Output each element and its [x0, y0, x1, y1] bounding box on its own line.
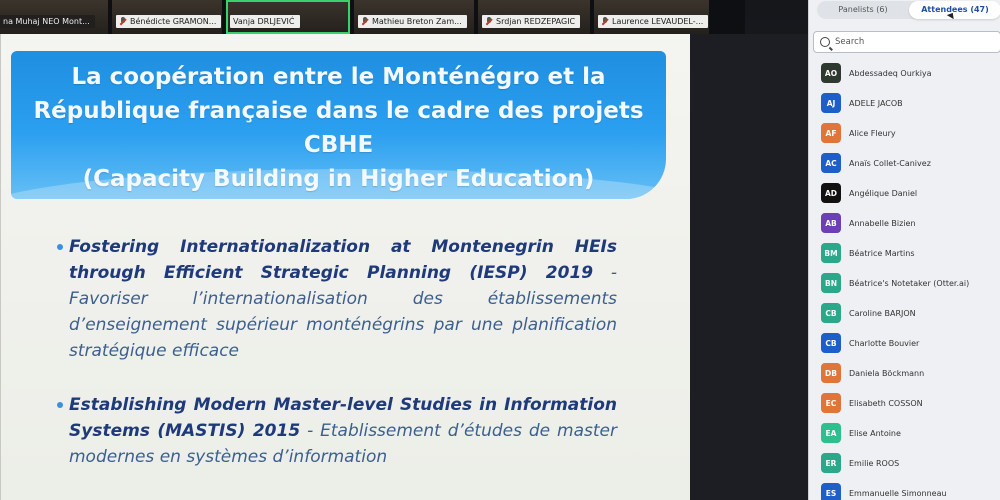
participant-nameplate — [598, 15, 708, 28]
participant-nameplate — [482, 15, 580, 28]
attendee-row[interactable] — [821, 118, 1000, 148]
attendee-name: Alice Fleury — [849, 128, 896, 138]
slide-bullet — [69, 392, 617, 470]
attendee-name: Emilie ROOS — [849, 458, 900, 468]
mic-muted-icon — [361, 17, 369, 26]
attendee-name: Elise Antoine — [849, 428, 901, 438]
bullet-dot-icon — [57, 244, 63, 250]
attendee-name: Daniela Böckmann — [849, 368, 925, 378]
participant-tile-active-speaker[interactable] — [226, 0, 350, 34]
avatar: AO — [821, 63, 841, 83]
bullet-text: - Favoriser l’internationalisation des établissements d’enseignement supérieur monténégrins par une planification stratégique efficace — [69, 263, 617, 361]
slide-title-banner — [11, 51, 666, 199]
avatar: CB — [821, 303, 841, 323]
attendee-row[interactable] — [821, 328, 1000, 358]
participant-nameplate — [116, 15, 221, 28]
bullet-dot-icon — [57, 402, 63, 408]
avatar: ES — [821, 483, 841, 500]
attendee-row[interactable] — [821, 418, 1000, 448]
participant-tile[interactable] — [354, 0, 474, 34]
participant-tile[interactable] — [594, 0, 709, 34]
attendee-row[interactable] — [821, 238, 1000, 268]
participant-nameplate — [358, 15, 467, 28]
attendee-row[interactable] — [821, 178, 1000, 208]
shared-slide — [0, 34, 690, 500]
attendee-row[interactable] — [821, 208, 1000, 238]
tab-panelists[interactable]: Panelists (6) — [838, 5, 888, 14]
attendee-name: ADELE JACOB — [849, 98, 903, 108]
attendee-row[interactable] — [821, 88, 1000, 118]
attendee-row[interactable] — [821, 58, 1000, 88]
avatar: DB — [821, 363, 841, 383]
attendee-name: Béatrice Martins — [849, 248, 915, 258]
participant-name: Bénédicte GRAMON... — [130, 17, 217, 26]
panel-tabs — [817, 1, 1000, 19]
attendee-row[interactable] — [821, 358, 1000, 388]
participant-name: na Muhaj NEO Mont... — [0, 15, 95, 28]
bullet-heading: Establishing Modern Master-level Studies in Information Systems (MASTIS) 2015 — [69, 395, 617, 441]
slide-title: La coopération entre le Monténégro et la République française dans le cadre des projets CBHE (Capacity Building in Higher Education) — [33, 64, 644, 192]
participant-tile[interactable] — [0, 0, 108, 34]
avatar: AJ — [821, 93, 841, 113]
attendee-list — [821, 58, 1000, 500]
attendee-row[interactable] — [821, 448, 1000, 478]
participant-name: Laurence LEVAUDEL-... — [612, 17, 704, 26]
attendee-name: Béatrice's Notetaker (Otter.ai) — [849, 278, 970, 288]
attendee-name: Caroline BARJON — [849, 308, 916, 318]
avatar: EC — [821, 393, 841, 413]
attendee-name: Angélique Daniel — [849, 188, 918, 198]
avatar: BM — [821, 243, 841, 263]
avatar: BN — [821, 273, 841, 293]
attendee-name: Annabelle Bizien — [849, 218, 916, 228]
avatar: AD — [821, 183, 841, 203]
search-input[interactable] — [835, 37, 985, 47]
attendee-row[interactable] — [821, 388, 1000, 418]
search-box[interactable] — [813, 31, 1000, 53]
attendee-row[interactable] — [821, 478, 1000, 500]
avatar: AF — [821, 123, 841, 143]
bullet-heading: Fostering Internationalization at Montenegrin HEIs through Efficient Strategic Planning (IESP) 2019 — [69, 237, 617, 283]
tab-attendees[interactable]: Attendees (47) — [909, 1, 1000, 19]
video-strip — [0, 0, 745, 34]
participant-name: Vanja DRLJEVIĆ — [233, 17, 295, 26]
avatar: EA — [821, 423, 841, 443]
attendee-name: Elisabeth COSSON — [849, 398, 923, 408]
avatar: AB — [821, 213, 841, 233]
attendee-row[interactable] — [821, 148, 1000, 178]
background-gap — [690, 34, 808, 500]
participant-nameplate — [230, 15, 300, 28]
attendee-name: Abdessadeq Ourkiya — [849, 68, 932, 78]
attendee-name: Emmanuelle Simonneau — [849, 488, 947, 498]
bullet-text: - Etablissement d’études de master modernes en systèmes d’information — [69, 421, 618, 467]
avatar: AC — [821, 153, 841, 173]
attendee-row[interactable] — [821, 268, 1000, 298]
search-icon — [820, 37, 830, 47]
participant-name: Mathieu Breton Zam... — [372, 17, 462, 26]
participant-name: Srdjan REDZEPAGIC — [496, 17, 576, 26]
participant-tile[interactable] — [478, 0, 590, 34]
mic-muted-icon — [119, 17, 127, 26]
mic-muted-icon — [485, 17, 493, 26]
participants-panel — [808, 0, 1000, 500]
attendee-name: Charlotte Bouvier — [849, 338, 920, 348]
attendee-row[interactable] — [821, 298, 1000, 328]
participant-tile[interactable] — [112, 0, 222, 34]
avatar: CB — [821, 333, 841, 353]
avatar: ER — [821, 453, 841, 473]
slide-bullet — [69, 234, 617, 364]
attendee-name: Anaïs Collet-Canivez — [849, 158, 931, 168]
mic-muted-icon — [601, 17, 609, 26]
